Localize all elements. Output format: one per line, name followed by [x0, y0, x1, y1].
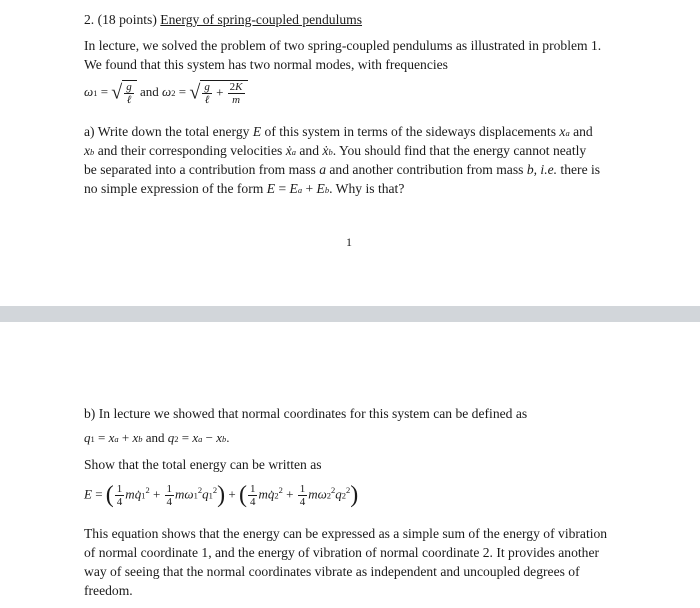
- part-a-line-1: a) Write down the total energy E of this system in terms of the sideways displacements xa and: [84, 124, 593, 139]
- part-b-line-1: b) In lecture we showed that normal coordinates for this system can be defined as: [84, 406, 528, 421]
- frequency-equation: ω1 = √ $\frac{g}{\text{ℓ}}$ and ω2 = √ $\frac{g}{\text{ℓ}}$ + $\frac{2K}{m}$: [84, 80, 248, 106]
- conclusion-line-1: This equation shows that the energy can be expressed as a simple sum of the energy of vibration: [84, 526, 608, 541]
- page-number: 1: [346, 235, 352, 249]
- intro-line-2: We found that this system has two normal modes, with frequencies: [84, 57, 448, 72]
- page-2: [0, 322, 700, 608]
- coords-and-word: and: [145, 430, 165, 445]
- conclusion-line-2: of normal coordinate 1, and the energy of vibration of normal coordinate 2. It provides another: [84, 545, 600, 560]
- heading-prefix: 2. (18 points): [84, 12, 161, 27]
- part-a-line-3: be separated into a contribution from mass a and another contribution from mass b, i.e. there is: [84, 162, 601, 177]
- part-b-line-2: Show that the total energy can be written as: [84, 457, 322, 472]
- freq-and-word: and: [140, 83, 159, 99]
- energy-equation: E = ( $\frac{1}{4}$ $mq̇1^2$ + $\frac{1}{4}$ $m\omega 1^2q1^2$) + ( $\frac{1}{4}$ $mq̇2^2$ + $\frac{1}{4}$ $m\omega 2^2q2^2$): [84, 482, 359, 508]
- page-divider: [0, 306, 700, 322]
- heading-title: Energy of spring-coupled pendulums: [160, 12, 363, 27]
- part-a-line-2: xb and their corresponding velocities ẋa and ẋb. You should find that the energy cannot neatly: [84, 143, 587, 158]
- part-a-line-4: no simple expression of the form E = Ea + Eb. Why is that?: [84, 181, 405, 196]
- conclusion-line-3: way of seeing that the normal coordinates vibrate as independent and uncoupled degrees of: [84, 564, 580, 579]
- intro-line-1: In lecture, we solved the problem of two spring-coupled pendulums as illustrated in problem 1.: [84, 38, 602, 53]
- conclusion-line-4: freedom.: [84, 583, 133, 598]
- problem-heading: [84, 10, 362, 29]
- normal-coordinates-equation: q1 = xa + xb and q2 = xa − xb.: [84, 430, 230, 445]
